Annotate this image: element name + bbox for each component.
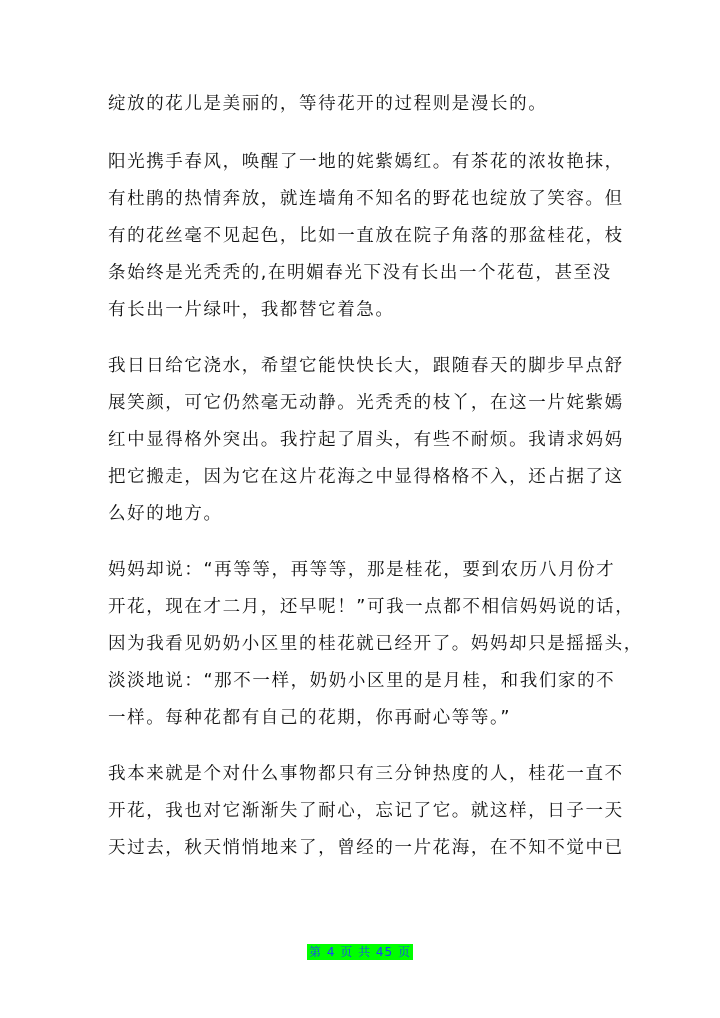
page-number: 第 4 页 共 45 页 — [309, 945, 411, 959]
text-line: 天过去，秋天悄悄地来了，曾经的一片花海，在不知不觉中已 — [108, 838, 624, 858]
text-line: 一样。每种花都有自己的花期，你再耐心等等。” — [108, 708, 512, 728]
text-line: 有长出一片绿叶，我都替它着急。 — [108, 300, 395, 320]
text-line: 妈妈却说：“再等等，再等等，那是桂花，要到农历八月份才 — [108, 560, 616, 580]
text-line: 淡淡地说：“那不一样，奶奶小区里的是月桂，和我们家的不 — [108, 671, 616, 691]
text-line: 绽放的花儿是美丽的，等待花开的过程则是漫长的。 — [108, 94, 548, 114]
text-line: 开花，现在才二月，还早呢！”可我一点都不相信妈妈说的话， — [108, 597, 635, 617]
text-line: 有杜鹃的热情奔放，就连墙角不知名的野花也绽放了笑容。但 — [108, 189, 624, 209]
text-line: 红中显得格外突出。我拧起了眉头，有些不耐烦。我请求妈妈 — [108, 430, 624, 450]
text-line: 条始终是光秃秃的,在明媚春光下没有长出一个花苞，甚至没 — [108, 263, 612, 283]
text-line: 阳光携手春风，唤醒了一地的姹紫嫣红。有茶花的浓妆艳抹， — [108, 152, 624, 172]
text-line: 因为我看见奶奶小区里的桂花就已经开了。妈妈却只是摇摇头， — [108, 634, 643, 654]
text-line: 展笑颜，可它仍然毫无动静。光秃秃的枝丫，在这一片姹紫嫣 — [108, 393, 624, 413]
text-line: 我本来就是个对什么事物都只有三分钟热度的人，桂花一直不 — [108, 764, 624, 784]
text-line: 有的花丝毫不见起色，比如一直放在院子角落的那盆桂花，枝 — [108, 226, 624, 246]
text-line: 把它搬走，因为它在这片花海之中显得格格不入，还占据了这 — [108, 467, 624, 487]
page-footer — [0, 944, 720, 960]
text-line: 么好的地方。 — [108, 504, 223, 524]
text-line: 开花，我也对它渐渐失了耐心，忘记了它。就这样，日子一天 — [108, 801, 624, 821]
text-line: 我日日给它浇水，希望它能快快长大，跟随春天的脚步早点舒 — [108, 356, 624, 376]
